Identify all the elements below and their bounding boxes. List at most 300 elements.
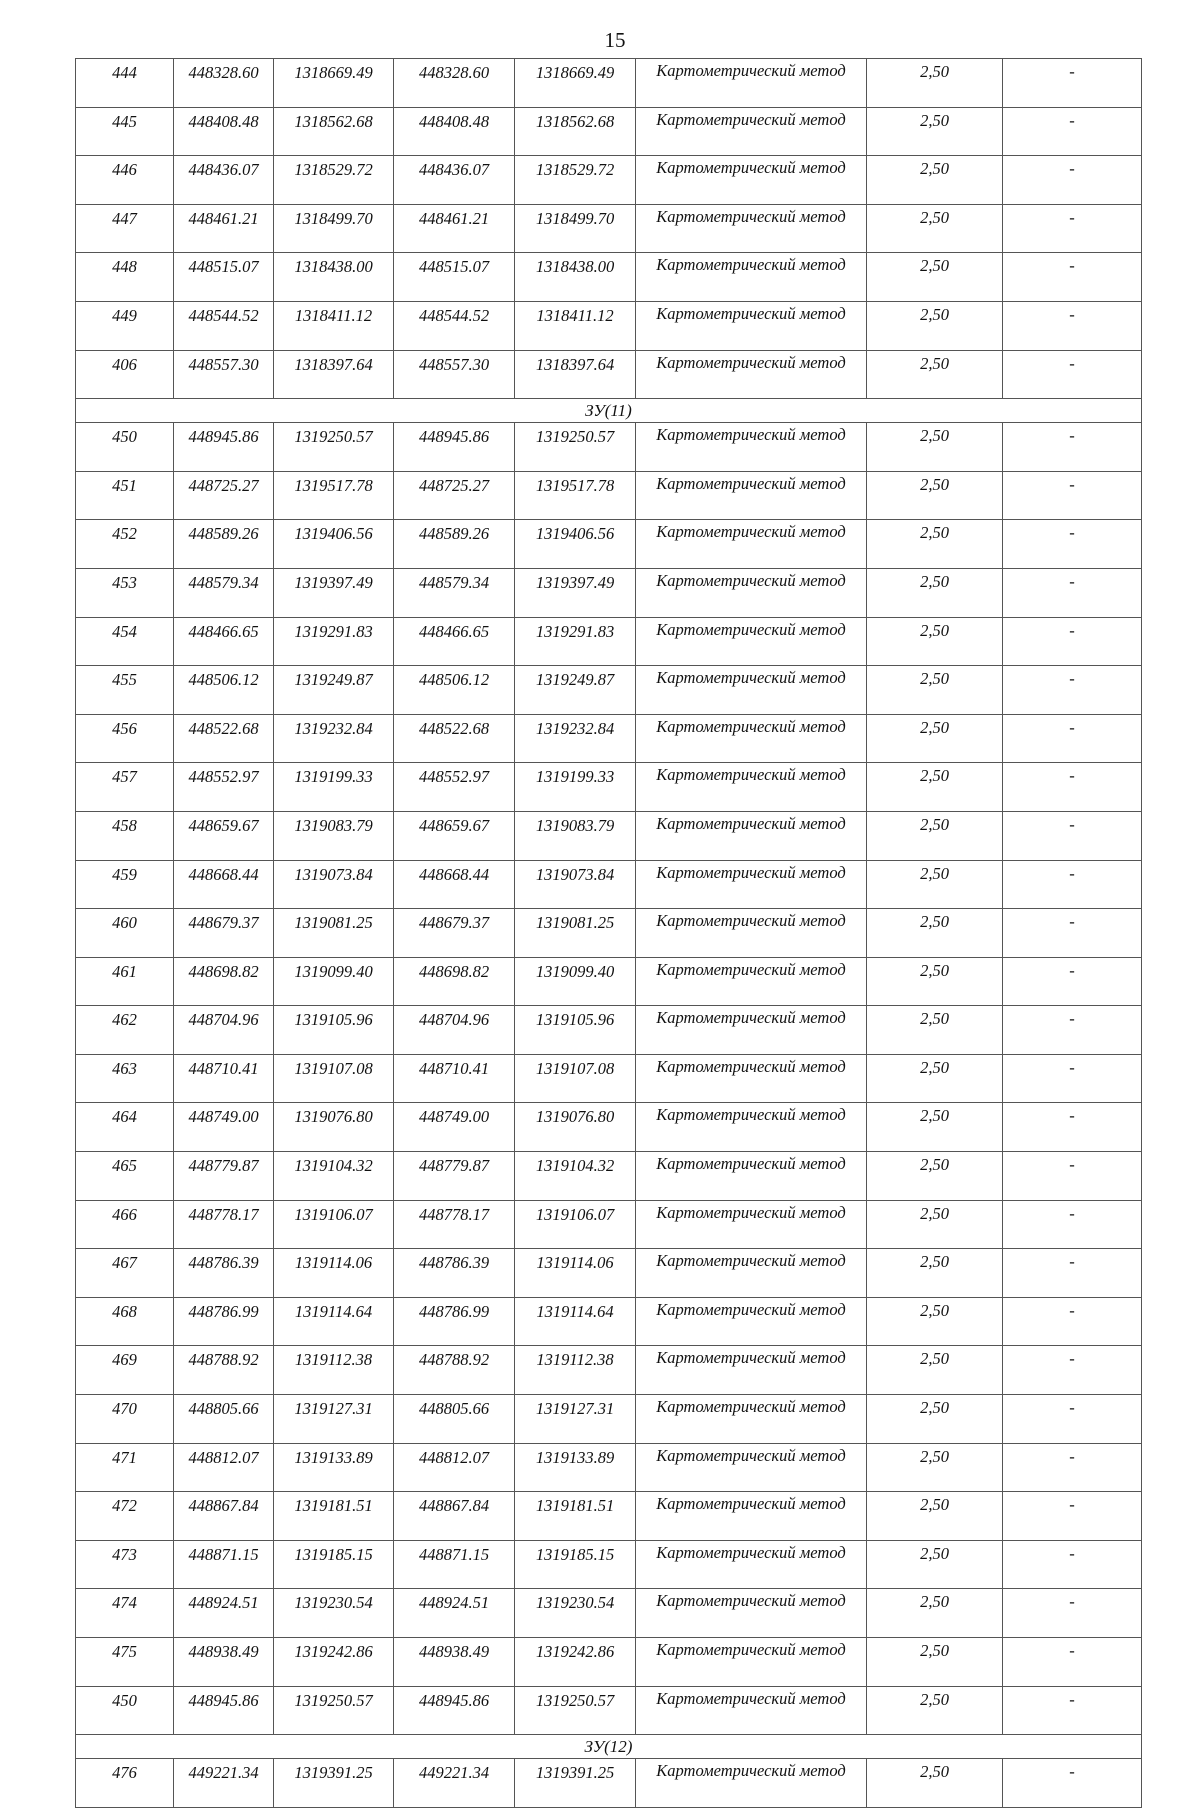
method-cell: Картометрический метод	[636, 1346, 867, 1395]
accuracy-cell: 2,50	[867, 350, 1003, 399]
existing-y-cell: 1318669.49	[274, 59, 394, 108]
point-number-cell: 406	[76, 350, 174, 399]
existing-x-cell: 448938.49	[174, 1638, 274, 1687]
new-y-cell: 1318411.12	[515, 301, 636, 350]
table-row	[76, 301, 1142, 350]
existing-x-cell: 448659.67	[174, 811, 274, 860]
new-x-cell: 448786.39	[394, 1249, 515, 1298]
new-x-cell: 448679.37	[394, 909, 515, 958]
point-number-cell: 457	[76, 763, 174, 812]
note-cell: -	[1003, 1006, 1142, 1055]
existing-y-cell: 1318438.00	[274, 253, 394, 302]
accuracy-cell: 2,50	[867, 107, 1003, 156]
accuracy-cell: 2,50	[867, 909, 1003, 958]
point-number-cell: 445	[76, 107, 174, 156]
existing-x-cell: 448506.12	[174, 666, 274, 715]
point-number-cell: 454	[76, 617, 174, 666]
accuracy-cell: 2,50	[867, 1638, 1003, 1687]
new-x-cell: 448466.65	[394, 617, 515, 666]
point-number-cell: 466	[76, 1200, 174, 1249]
method-cell: Картометрический метод	[636, 568, 867, 617]
note-cell: -	[1003, 204, 1142, 253]
new-y-cell: 1319106.07	[515, 1200, 636, 1249]
note-cell: -	[1003, 520, 1142, 569]
new-x-cell: 448704.96	[394, 1006, 515, 1055]
existing-x-cell: 448778.17	[174, 1200, 274, 1249]
new-y-cell: 1319517.78	[515, 471, 636, 520]
new-x-cell: 448710.41	[394, 1054, 515, 1103]
new-y-cell: 1318529.72	[515, 156, 636, 205]
table-row	[76, 1540, 1142, 1589]
note-cell: -	[1003, 1759, 1142, 1808]
note-cell: -	[1003, 301, 1142, 350]
point-number-cell: 447	[76, 204, 174, 253]
existing-x-cell: 448779.87	[174, 1152, 274, 1201]
existing-y-cell: 1319391.25	[274, 1759, 394, 1808]
note-cell: -	[1003, 1152, 1142, 1201]
existing-y-cell: 1319517.78	[274, 471, 394, 520]
method-cell: Картометрический метод	[636, 253, 867, 302]
method-cell: Картометрический метод	[636, 811, 867, 860]
new-x-cell: 448668.44	[394, 860, 515, 909]
method-cell: Картометрический метод	[636, 909, 867, 958]
method-cell: Картометрический метод	[636, 156, 867, 205]
accuracy-cell: 2,50	[867, 1492, 1003, 1541]
method-cell: Картометрический метод	[636, 617, 867, 666]
note-cell: -	[1003, 714, 1142, 763]
new-y-cell: 1318499.70	[515, 204, 636, 253]
method-cell: Картометрический метод	[636, 763, 867, 812]
point-number-cell: 459	[76, 860, 174, 909]
table-row	[76, 1200, 1142, 1249]
table-row	[76, 1395, 1142, 1444]
point-number-cell: 460	[76, 909, 174, 958]
point-number-cell: 451	[76, 471, 174, 520]
existing-y-cell: 1319397.49	[274, 568, 394, 617]
note-cell: -	[1003, 909, 1142, 958]
table-row	[76, 1589, 1142, 1638]
new-x-cell: 448924.51	[394, 1589, 515, 1638]
existing-x-cell: 448408.48	[174, 107, 274, 156]
existing-y-cell: 1318499.70	[274, 204, 394, 253]
method-cell: Картометрический метод	[636, 1395, 867, 1444]
accuracy-cell: 2,50	[867, 1540, 1003, 1589]
new-x-cell: 448779.87	[394, 1152, 515, 1201]
coordinates-table	[75, 58, 1142, 1808]
new-y-cell: 1319081.25	[515, 909, 636, 958]
new-x-cell: 449221.34	[394, 1759, 515, 1808]
accuracy-cell: 2,50	[867, 763, 1003, 812]
existing-y-cell: 1319250.57	[274, 1686, 394, 1735]
accuracy-cell: 2,50	[867, 1589, 1003, 1638]
new-y-cell: 1319185.15	[515, 1540, 636, 1589]
existing-x-cell: 448328.60	[174, 59, 274, 108]
new-x-cell: 448589.26	[394, 520, 515, 569]
existing-y-cell: 1319230.54	[274, 1589, 394, 1638]
existing-y-cell: 1318529.72	[274, 156, 394, 205]
new-y-cell: 1319291.83	[515, 617, 636, 666]
existing-y-cell: 1319250.57	[274, 423, 394, 472]
method-cell: Картометрический метод	[636, 860, 867, 909]
existing-x-cell: 448749.00	[174, 1103, 274, 1152]
new-y-cell: 1319199.33	[515, 763, 636, 812]
new-x-cell: 448552.97	[394, 763, 515, 812]
existing-y-cell: 1319249.87	[274, 666, 394, 715]
table-row	[76, 1103, 1142, 1152]
new-x-cell: 448544.52	[394, 301, 515, 350]
existing-x-cell: 448668.44	[174, 860, 274, 909]
new-y-cell: 1319076.80	[515, 1103, 636, 1152]
table-row	[76, 568, 1142, 617]
new-x-cell: 448506.12	[394, 666, 515, 715]
point-number-cell: 448	[76, 253, 174, 302]
existing-y-cell: 1318562.68	[274, 107, 394, 156]
point-number-cell: 474	[76, 1589, 174, 1638]
accuracy-cell: 2,50	[867, 617, 1003, 666]
existing-x-cell: 448945.86	[174, 1686, 274, 1735]
note-cell: -	[1003, 1492, 1142, 1541]
existing-x-cell: 448461.21	[174, 204, 274, 253]
new-x-cell: 448328.60	[394, 59, 515, 108]
point-number-cell: 467	[76, 1249, 174, 1298]
new-y-cell: 1319114.06	[515, 1249, 636, 1298]
note-cell: -	[1003, 617, 1142, 666]
accuracy-cell: 2,50	[867, 1395, 1003, 1444]
existing-x-cell: 448436.07	[174, 156, 274, 205]
method-cell: Картометрический метод	[636, 1540, 867, 1589]
existing-y-cell: 1319232.84	[274, 714, 394, 763]
table-row	[76, 1297, 1142, 1346]
accuracy-cell: 2,50	[867, 666, 1003, 715]
note-cell: -	[1003, 1443, 1142, 1492]
existing-y-cell: 1319406.56	[274, 520, 394, 569]
new-y-cell: 1319107.08	[515, 1054, 636, 1103]
existing-y-cell: 1319199.33	[274, 763, 394, 812]
new-y-cell: 1319181.51	[515, 1492, 636, 1541]
new-y-cell: 1318562.68	[515, 107, 636, 156]
new-y-cell: 1318669.49	[515, 59, 636, 108]
existing-x-cell: 448557.30	[174, 350, 274, 399]
table-row	[76, 1152, 1142, 1201]
method-cell: Картометрический метод	[636, 350, 867, 399]
note-cell: -	[1003, 471, 1142, 520]
point-number-cell: 471	[76, 1443, 174, 1492]
method-cell: Картометрический метод	[636, 1297, 867, 1346]
method-cell: Картометрический метод	[636, 1638, 867, 1687]
new-y-cell: 1319133.89	[515, 1443, 636, 1492]
table-row	[76, 763, 1142, 812]
method-cell: Картометрический метод	[636, 1249, 867, 1298]
table-row	[76, 909, 1142, 958]
new-y-cell: 1319397.49	[515, 568, 636, 617]
new-y-cell: 1319127.31	[515, 1395, 636, 1444]
new-y-cell: 1319114.64	[515, 1297, 636, 1346]
table-row	[76, 1054, 1142, 1103]
accuracy-cell: 2,50	[867, 1200, 1003, 1249]
new-y-cell: 1319105.96	[515, 1006, 636, 1055]
method-cell: Картометрический метод	[636, 520, 867, 569]
method-cell: Картометрический метод	[636, 1589, 867, 1638]
method-cell: Картометрический метод	[636, 107, 867, 156]
method-cell: Картометрический метод	[636, 666, 867, 715]
note-cell: -	[1003, 811, 1142, 860]
new-y-cell: 1319250.57	[515, 423, 636, 472]
note-cell: -	[1003, 253, 1142, 302]
new-y-cell: 1319104.32	[515, 1152, 636, 1201]
existing-x-cell: 448945.86	[174, 423, 274, 472]
accuracy-cell: 2,50	[867, 471, 1003, 520]
accuracy-cell: 2,50	[867, 1103, 1003, 1152]
note-cell: -	[1003, 350, 1142, 399]
table-row	[76, 471, 1142, 520]
accuracy-cell: 2,50	[867, 59, 1003, 108]
accuracy-cell: 2,50	[867, 811, 1003, 860]
method-cell: Картометрический метод	[636, 957, 867, 1006]
new-x-cell: 448725.27	[394, 471, 515, 520]
accuracy-cell: 2,50	[867, 1006, 1003, 1055]
new-x-cell: 448749.00	[394, 1103, 515, 1152]
point-number-cell: 444	[76, 59, 174, 108]
new-x-cell: 448867.84	[394, 1492, 515, 1541]
new-y-cell: 1319112.38	[515, 1346, 636, 1395]
accuracy-cell: 2,50	[867, 1054, 1003, 1103]
new-x-cell: 448522.68	[394, 714, 515, 763]
note-cell: -	[1003, 666, 1142, 715]
table-row	[76, 1759, 1142, 1808]
section-header-row	[76, 399, 1142, 423]
point-number-cell: 462	[76, 1006, 174, 1055]
new-x-cell: 448778.17	[394, 1200, 515, 1249]
table-row	[76, 350, 1142, 399]
note-cell: -	[1003, 1589, 1142, 1638]
note-cell: -	[1003, 1200, 1142, 1249]
method-cell: Картометрический метод	[636, 1006, 867, 1055]
new-x-cell: 448945.86	[394, 423, 515, 472]
section-title: ЗУ(11)	[76, 399, 1142, 423]
accuracy-cell: 2,50	[867, 1443, 1003, 1492]
accuracy-cell: 2,50	[867, 714, 1003, 763]
table-row	[76, 1492, 1142, 1541]
new-y-cell: 1319099.40	[515, 957, 636, 1006]
table-row	[76, 1006, 1142, 1055]
existing-x-cell: 448466.65	[174, 617, 274, 666]
method-cell: Картометрический метод	[636, 1759, 867, 1808]
point-number-cell: 476	[76, 1759, 174, 1808]
method-cell: Картометрический метод	[636, 1103, 867, 1152]
accuracy-cell: 2,50	[867, 423, 1003, 472]
section-title: ЗУ(12)	[76, 1735, 1142, 1759]
method-cell: Картометрический метод	[636, 1054, 867, 1103]
new-y-cell: 1319083.79	[515, 811, 636, 860]
new-x-cell: 448786.99	[394, 1297, 515, 1346]
existing-y-cell: 1318397.64	[274, 350, 394, 399]
existing-y-cell: 1319185.15	[274, 1540, 394, 1589]
existing-x-cell: 448871.15	[174, 1540, 274, 1589]
method-cell: Картометрический метод	[636, 423, 867, 472]
table-row	[76, 714, 1142, 763]
table-row	[76, 107, 1142, 156]
new-y-cell: 1319391.25	[515, 1759, 636, 1808]
method-cell: Картометрический метод	[636, 471, 867, 520]
existing-y-cell: 1319106.07	[274, 1200, 394, 1249]
note-cell: -	[1003, 1297, 1142, 1346]
accuracy-cell: 2,50	[867, 1686, 1003, 1735]
existing-x-cell: 448522.68	[174, 714, 274, 763]
accuracy-cell: 2,50	[867, 301, 1003, 350]
method-cell: Картометрический метод	[636, 714, 867, 763]
new-x-cell: 448557.30	[394, 350, 515, 399]
new-y-cell: 1319073.84	[515, 860, 636, 909]
accuracy-cell: 2,50	[867, 156, 1003, 205]
accuracy-cell: 2,50	[867, 1249, 1003, 1298]
page-number: 15	[604, 28, 626, 52]
table-row	[76, 1346, 1142, 1395]
table-row	[76, 156, 1142, 205]
existing-y-cell: 1319073.84	[274, 860, 394, 909]
accuracy-cell: 2,50	[867, 860, 1003, 909]
method-cell: Картометрический метод	[636, 1152, 867, 1201]
note-cell: -	[1003, 1346, 1142, 1395]
point-number-cell: 470	[76, 1395, 174, 1444]
note-cell: -	[1003, 423, 1142, 472]
new-x-cell: 448436.07	[394, 156, 515, 205]
table-row	[76, 811, 1142, 860]
existing-x-cell: 448805.66	[174, 1395, 274, 1444]
new-x-cell: 448938.49	[394, 1638, 515, 1687]
note-cell: -	[1003, 1686, 1142, 1735]
note-cell: -	[1003, 1638, 1142, 1687]
table-row	[76, 253, 1142, 302]
new-y-cell: 1319232.84	[515, 714, 636, 763]
accuracy-cell: 2,50	[867, 1152, 1003, 1201]
existing-y-cell: 1319127.31	[274, 1395, 394, 1444]
new-y-cell: 1318397.64	[515, 350, 636, 399]
table-row	[76, 1686, 1142, 1735]
accuracy-cell: 2,50	[867, 253, 1003, 302]
existing-x-cell: 448812.07	[174, 1443, 274, 1492]
existing-x-cell: 448698.82	[174, 957, 274, 1006]
existing-y-cell: 1319112.38	[274, 1346, 394, 1395]
existing-x-cell: 448710.41	[174, 1054, 274, 1103]
method-cell: Картометрический метод	[636, 1443, 867, 1492]
new-x-cell: 448945.86	[394, 1686, 515, 1735]
new-y-cell: 1319250.57	[515, 1686, 636, 1735]
existing-y-cell: 1319107.08	[274, 1054, 394, 1103]
point-number-cell: 463	[76, 1054, 174, 1103]
point-number-cell: 446	[76, 156, 174, 205]
new-x-cell: 448788.92	[394, 1346, 515, 1395]
existing-x-cell: 448679.37	[174, 909, 274, 958]
accuracy-cell: 2,50	[867, 568, 1003, 617]
table-row	[76, 1443, 1142, 1492]
new-y-cell: 1318438.00	[515, 253, 636, 302]
note-cell: -	[1003, 59, 1142, 108]
existing-y-cell: 1319081.25	[274, 909, 394, 958]
method-cell: Картометрический метод	[636, 1200, 867, 1249]
new-x-cell: 448805.66	[394, 1395, 515, 1444]
existing-y-cell: 1319291.83	[274, 617, 394, 666]
table-row	[76, 204, 1142, 253]
existing-x-cell: 448589.26	[174, 520, 274, 569]
existing-y-cell: 1319242.86	[274, 1638, 394, 1687]
method-cell: Картометрический метод	[636, 301, 867, 350]
existing-x-cell: 448788.92	[174, 1346, 274, 1395]
method-cell: Картометрический метод	[636, 204, 867, 253]
existing-y-cell: 1318411.12	[274, 301, 394, 350]
method-cell: Картометрический метод	[636, 1686, 867, 1735]
new-x-cell: 448871.15	[394, 1540, 515, 1589]
accuracy-cell: 2,50	[867, 1297, 1003, 1346]
existing-x-cell: 448704.96	[174, 1006, 274, 1055]
existing-y-cell: 1319099.40	[274, 957, 394, 1006]
method-cell: Картометрический метод	[636, 1492, 867, 1541]
point-number-cell: 455	[76, 666, 174, 715]
table-row	[76, 957, 1142, 1006]
new-y-cell: 1319242.86	[515, 1638, 636, 1687]
table-row	[76, 520, 1142, 569]
note-cell: -	[1003, 156, 1142, 205]
note-cell: -	[1003, 763, 1142, 812]
table-row	[76, 1249, 1142, 1298]
existing-x-cell: 448924.51	[174, 1589, 274, 1638]
existing-y-cell: 1319105.96	[274, 1006, 394, 1055]
point-number-cell: 461	[76, 957, 174, 1006]
table-row	[76, 666, 1142, 715]
method-cell: Картометрический метод	[636, 59, 867, 108]
new-x-cell: 448659.67	[394, 811, 515, 860]
table-row	[76, 1638, 1142, 1687]
new-x-cell: 448461.21	[394, 204, 515, 253]
table-row	[76, 617, 1142, 666]
existing-y-cell: 1319104.32	[274, 1152, 394, 1201]
new-y-cell: 1319249.87	[515, 666, 636, 715]
note-cell: -	[1003, 957, 1142, 1006]
accuracy-cell: 2,50	[867, 520, 1003, 569]
point-number-cell: 468	[76, 1297, 174, 1346]
new-x-cell: 448408.48	[394, 107, 515, 156]
point-number-cell: 475	[76, 1638, 174, 1687]
new-x-cell: 448698.82	[394, 957, 515, 1006]
existing-x-cell: 449221.34	[174, 1759, 274, 1808]
accuracy-cell: 2,50	[867, 957, 1003, 1006]
point-number-cell: 453	[76, 568, 174, 617]
existing-x-cell: 448552.97	[174, 763, 274, 812]
point-number-cell: 469	[76, 1346, 174, 1395]
point-number-cell: 450	[76, 1686, 174, 1735]
point-number-cell: 452	[76, 520, 174, 569]
existing-x-cell: 448579.34	[174, 568, 274, 617]
table-row	[76, 423, 1142, 472]
new-x-cell: 448812.07	[394, 1443, 515, 1492]
note-cell: -	[1003, 1540, 1142, 1589]
point-number-cell: 456	[76, 714, 174, 763]
existing-y-cell: 1319114.06	[274, 1249, 394, 1298]
accuracy-cell: 2,50	[867, 1346, 1003, 1395]
existing-y-cell: 1319133.89	[274, 1443, 394, 1492]
point-number-cell: 473	[76, 1540, 174, 1589]
section-header-row	[76, 1735, 1142, 1759]
existing-x-cell: 448786.39	[174, 1249, 274, 1298]
new-y-cell: 1319406.56	[515, 520, 636, 569]
existing-x-cell: 448867.84	[174, 1492, 274, 1541]
existing-x-cell: 448786.99	[174, 1297, 274, 1346]
point-number-cell: 449	[76, 301, 174, 350]
new-x-cell: 448579.34	[394, 568, 515, 617]
accuracy-cell: 2,50	[867, 1759, 1003, 1808]
note-cell: -	[1003, 1395, 1142, 1444]
existing-x-cell: 448544.52	[174, 301, 274, 350]
existing-y-cell: 1319181.51	[274, 1492, 394, 1541]
